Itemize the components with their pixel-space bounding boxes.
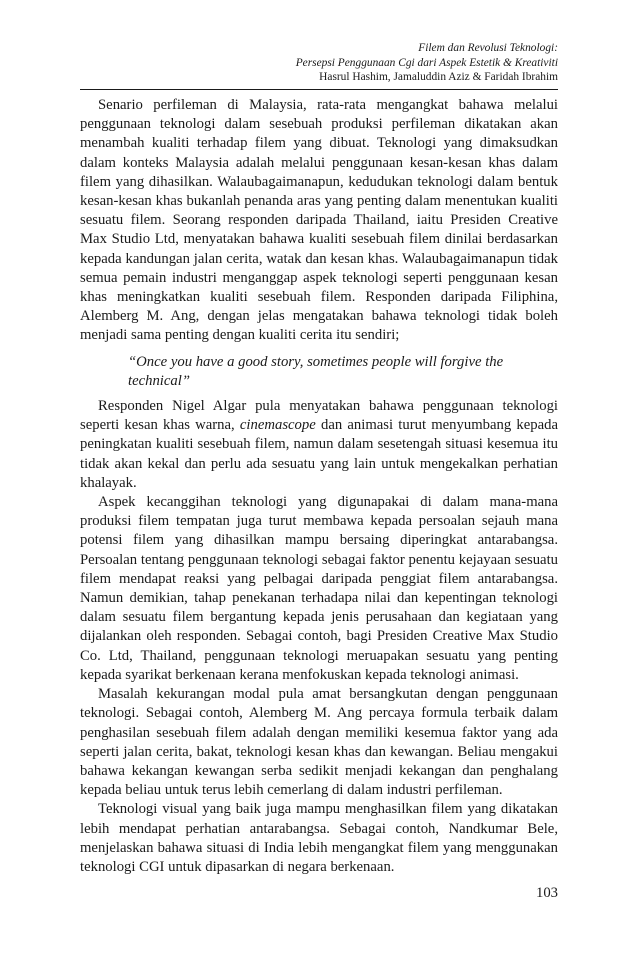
paragraph-2-part-b: dan animasi turut menyumbang kepada peningkatan kualiti sesebuah filem, namun dalam sesetengah situasi kesemua itu tidak akan kekal dan perlu ada sesuatu yang lain untuk mengekalkan perhatian khalayak. xyxy=(80,417,558,491)
paragraph-2 xyxy=(80,397,558,493)
header-article-subtitle: Persepsi Penggunaan Cgi dari Aspek Estetik & Kreativiti xyxy=(295,56,558,69)
header-divider xyxy=(80,89,558,90)
page-number: 103 xyxy=(535,885,558,901)
header-authors: Hasrul Hashim, Jamaluddin Aziz & Faridah Ibrahim xyxy=(319,71,558,84)
paragraph-2-emphasis: cinemascope xyxy=(239,417,316,434)
paragraph-5: Teknologi visual yang baik juga mampu menghasilkan filem yang dikatakan lebih mendapat perhatian antarabangsa. Sebagai contoh, Nandkumar Bele, menjelaskan bahawa situasi di India lebih mengangkat filem yang menggunakan teknologi CGI untuk dipasarkan di negara berkenaan. xyxy=(80,801,558,875)
running-header xyxy=(80,41,558,85)
article-body xyxy=(80,96,558,877)
paragraph-1: Senario perfileman di Malaysia, rata-rata mengangkat bahawa melalui penggunaan teknologi dalam sesebuah produksi perfileman dikatakan akan menambah kualiti terhadap filem yang dibuat. Teknologi yang dimaksudkan dalam konteks Malaysia adalah melalui penggunaan kesan-kesan khas dalam filem yang dihasilkan. Walaubagaimanapun, kedudukan teknologi dalam bentuk kesan-kesan khas bukanlah penanda aras yang penting dalam menentukan kualiti sesuatu filem. Seorang responden daripada Thailand, iaitu Presiden Creative Max Studio Ltd, menyatakan bahawa kualiti sesebuah filem dinilai berdasarkan kepada kandungan jalan cerita, watak dan kesan khas. Walaubagaimanapun tidak semua pemain industri menganggap aspek teknologi seperti penggunaan kesan khas meningkatkan kualiti sesebuah filem. Responden daripada Filiphina, Alemberg M. Ang, dengan jelas mengatakan bahawa teknologi tidak boleh menjadi sama penting dengan kualiti cerita itu sendiri; xyxy=(80,97,558,344)
header-journal-title: Filem dan Revolusi Teknologi: xyxy=(418,42,558,54)
paragraph-2-part-a: Responden Nigel Algar pula menyatakan bahawa penggunaan teknologi seperti kesan khas warna, xyxy=(80,398,558,434)
block-quote: “Once you have a good story, sometimes people will forgive the technical” xyxy=(128,353,504,389)
paragraph-4: Masalah kekurangan modal pula amat bersangkutan dengan penggunaan teknologi. Sebagai contoh, Alemberg M. Ang percaya formula terbaik dalam penghasilan sesebuah filem adalah dengan memiliki kesemua faktor yang ada seperti jalan cerita, bakat, teknologi kesan khas dan kewangan. Beliau mengakui bahawa kekangan kewangan serba sedikit menjadi kekangan dan penghalang kepada beliau untuk terus lebih cemerlang di dalam industri perfileman. xyxy=(80,686,558,799)
paragraph-3: Aspek kecanggihan teknologi yang digunapakai di dalam mana-mana produksi filem tempatan juga turut membawa kepada persoalan sejauh mana potensi filem yang dihasilkan mampu bersaing diperingkat antarabangsa. Persoalan tentang penggunaan teknologi sebagai faktor penentu kejayaan sesuatu filem mendapat reaksi yang pelbagai daripada penggiat filem antarabangsa. Namun demikian, tahap penekanan terhadapa nilai dan kepentingan teknologi dalam sesuatu filem bergantung kepada jenis perusahaan dan kegiataan yang dijalankan oleh responden. Sebagai contoh, bagi Presiden Creative Max Studio Co. Ltd, Thailand, penggunaan teknologi meruapakan sesuatu yang penting kepada syarikat berkenaan kerana menfokuskan kepada teknologi animasi. xyxy=(80,494,558,683)
